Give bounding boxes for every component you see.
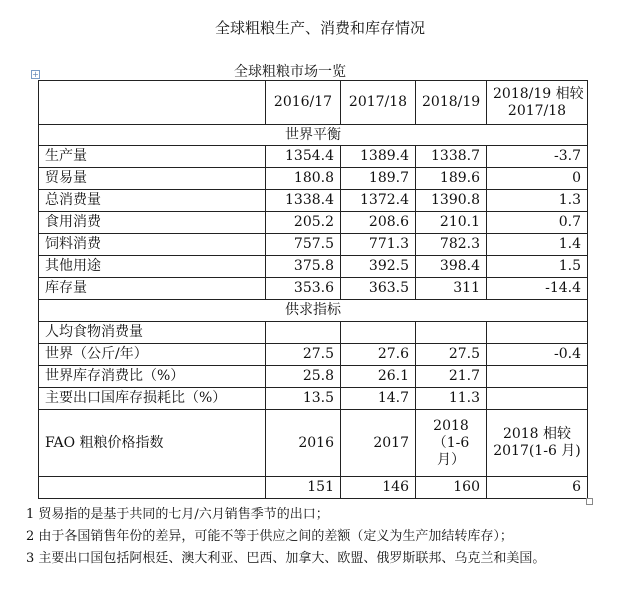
table-row [39, 234, 588, 256]
value-change: -0.4 [487, 344, 588, 366]
value-2017-18: 771.3 [341, 234, 416, 256]
empty-cell [39, 477, 266, 499]
grain-market-table [38, 80, 588, 499]
column-header-comparison [487, 81, 588, 125]
header-empty-cell [39, 81, 266, 125]
fao-year-2018 [416, 410, 487, 477]
value-2018-19: 311 [416, 278, 487, 300]
section-world-balance: 世界平衡 [39, 125, 588, 146]
table-header-row [39, 81, 588, 125]
value-2018-19: 189.6 [416, 168, 487, 190]
table-row [39, 278, 588, 300]
value-change: 1.3 [487, 190, 588, 212]
row-label: 食用消费 [39, 212, 266, 234]
value-2016-17: 757.5 [266, 234, 341, 256]
footnote-2: 2 由于各国销售年份的差异，可能不等于供应之间的差额（定义为生产加结转库存）； [26, 529, 513, 544]
value-2017-18: 189.7 [341, 168, 416, 190]
value-2018-19: 1338.7 [416, 146, 487, 168]
value-2017-18: 363.5 [341, 278, 416, 300]
value-change: 1.5 [487, 256, 588, 278]
row-label: 世界（公斤/年） [39, 344, 266, 366]
table-row [39, 388, 588, 410]
row-label: 库存量 [39, 278, 266, 300]
table-row [39, 256, 588, 278]
fao-index-label: FAO 粗粮价格指数 [39, 410, 266, 477]
value-2018-19: 782.3 [416, 234, 487, 256]
value-change: -3.7 [487, 146, 588, 168]
value-2016-17: 1354.4 [266, 146, 341, 168]
row-label: 其他用途 [39, 256, 266, 278]
row-label: 贸易量 [39, 168, 266, 190]
table-row [39, 212, 588, 234]
value-2018-19: 398.4 [416, 256, 487, 278]
value-2016-17: 13.5 [266, 388, 341, 410]
value-2016-17: 375.8 [266, 256, 341, 278]
value-2017-18: 1372.4 [341, 190, 416, 212]
fao-value-2018: 160 [416, 477, 487, 499]
value-change [487, 388, 588, 410]
row-label: 总消费量 [39, 190, 266, 212]
table-row [39, 366, 588, 388]
value-change: -14.4 [487, 278, 588, 300]
column-header-2016-17: 2016/17 [266, 81, 341, 125]
table-row [39, 322, 588, 344]
section-row [39, 300, 588, 322]
footnote-1: 1 贸易指的是基于共同的七月/六月销售季节的出口； [26, 507, 329, 522]
value-change: 0.7 [487, 212, 588, 234]
empty-cell [341, 322, 416, 344]
value-2016-17: 180.8 [266, 168, 341, 190]
footnote-3: 3 主要出口国包括阿根廷、澳大利亚、巴西、加拿大、欧盟、俄罗斯联邦、乌克兰和美国。 [26, 551, 546, 566]
value-2018-19: 11.3 [416, 388, 487, 410]
value-2018-19: 210.1 [416, 212, 487, 234]
value-2017-18: 26.1 [341, 366, 416, 388]
column-header-2017-18: 2017/18 [341, 81, 416, 125]
fao-header-row [39, 410, 588, 477]
row-label: 生产量 [39, 146, 266, 168]
table-row [39, 168, 588, 190]
fao-2018-line2: （1-6 [432, 434, 470, 451]
move-cross-icon[interactable]: + [32, 70, 39, 79]
fao-2018-line3: 月） [437, 451, 465, 468]
value-2017-18: 27.6 [341, 344, 416, 366]
table-caption: 全球粗粮市场一览 [234, 64, 346, 80]
value-change [487, 366, 588, 388]
fao-year-2017: 2017 [341, 410, 416, 477]
value-2018-19: 21.7 [416, 366, 487, 388]
row-label: 主要出口国库存损耗比（%） [39, 388, 266, 410]
row-label: 世界库存消费比（%） [39, 366, 266, 388]
section-supply-demand: 供求指标 [39, 300, 588, 322]
column-header-2018-19: 2018/19 [416, 81, 487, 125]
fao-comparison-header [487, 410, 588, 477]
value-2017-18: 14.7 [341, 388, 416, 410]
footnotes [26, 504, 626, 570]
value-2017-18: 392.5 [341, 256, 416, 278]
row-label: 饲料消费 [39, 234, 266, 256]
indicator-rows [39, 344, 588, 410]
value-change: 0 [487, 168, 588, 190]
value-2016-17: 1338.4 [266, 190, 341, 212]
table-row [39, 190, 588, 212]
fao-2018-line1: 2018 [433, 417, 469, 434]
fao-value-2017: 146 [341, 477, 416, 499]
value-2017-18: 208.6 [341, 212, 416, 234]
value-2018-19: 1390.8 [416, 190, 487, 212]
fao-values-row [39, 477, 588, 499]
balance-rows [39, 146, 588, 300]
value-2016-17: 353.6 [266, 278, 341, 300]
value-2017-18: 1389.4 [341, 146, 416, 168]
fao-value-2016: 151 [266, 477, 341, 499]
comparison-header-line2: 2017/18 [507, 102, 567, 119]
value-2016-17: 27.5 [266, 344, 341, 366]
empty-cell [487, 322, 588, 344]
value-change: 1.4 [487, 234, 588, 256]
fao-year-2016: 2016 [266, 410, 341, 477]
value-2016-17: 205.2 [266, 212, 341, 234]
per-capita-label: 人均食物消费量 [39, 322, 266, 344]
fao-comparison-line1: 2018 相较 [502, 426, 572, 442]
fao-value-change: 6 [487, 477, 588, 499]
table-row [39, 146, 588, 168]
comparison-header-line1: 2018/19 相较 [493, 85, 584, 102]
section-row [39, 125, 588, 146]
empty-cell [416, 322, 487, 344]
value-2018-19: 27.5 [416, 344, 487, 366]
document-title: 全球粗粮生产、消费和库存情况 [214, 19, 425, 37]
fao-comparison-line2: 2017(1-6 月) [493, 443, 581, 459]
table-row [39, 344, 588, 366]
value-2016-17: 25.8 [266, 366, 341, 388]
empty-cell [266, 322, 341, 344]
